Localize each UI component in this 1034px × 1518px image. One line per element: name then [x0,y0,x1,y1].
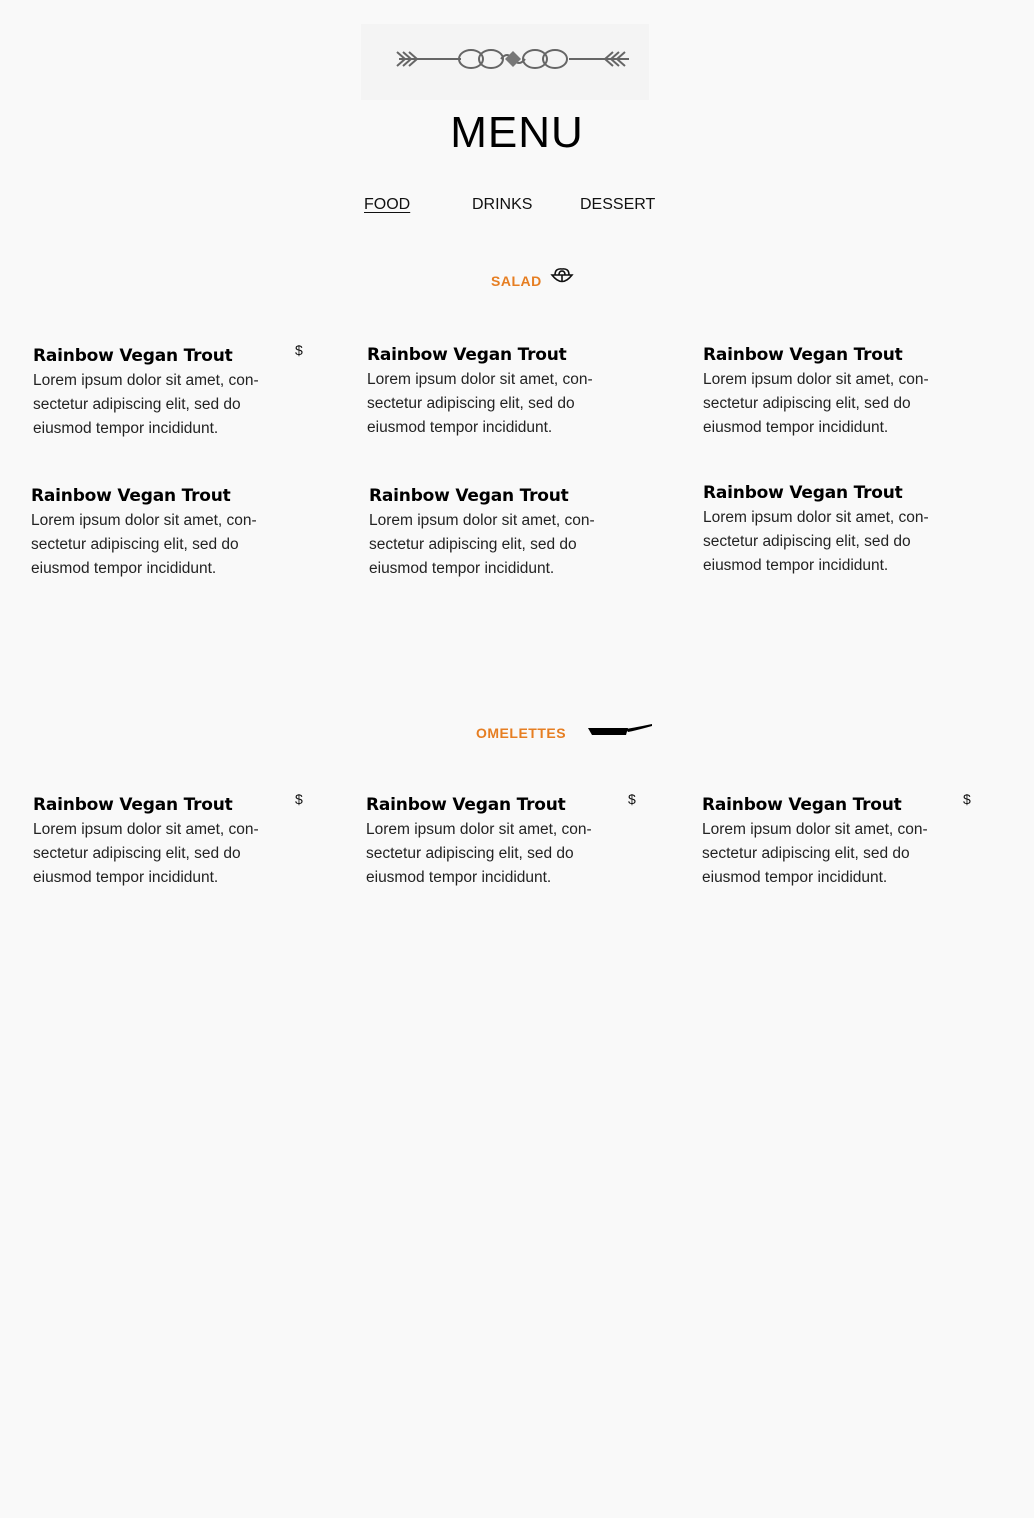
menu-item[interactable] [33,345,293,441]
item-description: Lorem ipsum dolor sit amet, con- sectetur adipiscing elit, sed do eiusmod tempor incididunt. [702,821,928,886]
menu-item[interactable] [33,794,293,890]
arrow-ornament-icon [361,24,649,100]
item-name: Rainbow Vegan Trout [367,345,567,365]
header-ornament [361,24,649,100]
page-title: MENU [450,108,584,157]
item-description: Lorem ipsum dolor sit amet, con- sectetur adipiscing elit, sed do eiusmod tempor incididunt. [703,509,929,574]
item-description: Lorem ipsum dolor sit amet, con- sectetur adipiscing elit, sed do eiusmod tempor incididunt. [31,512,257,577]
item-description: Lorem ipsum dolor sit amet, con- sectetur adipiscing elit, sed do eiusmod tempor incididunt. [703,371,929,436]
item-description: Lorem ipsum dolor sit amet, con- sectetur adipiscing elit, sed do eiusmod tempor incididunt. [366,821,592,886]
menu-item[interactable] [367,344,627,440]
item-name: Rainbow Vegan Trout [369,486,569,506]
item-name: Rainbow Vegan Trout [702,795,902,815]
item-name: Rainbow Vegan Trout [33,795,233,815]
menu-item[interactable] [703,482,963,578]
menu-item[interactable] [366,794,626,890]
item-description: Lorem ipsum dolor sit amet, con- sectetur adipiscing elit, sed do eiusmod tempor incididunt. [369,512,595,577]
item-price: $ [628,791,636,807]
item-price: $ [295,342,303,358]
item-description: Lorem ipsum dolor sit amet, con- sectetur adipiscing elit, sed do eiusmod tempor incididunt. [33,372,259,437]
item-name: Rainbow Vegan Trout [703,345,903,365]
item-name: Rainbow Vegan Trout [31,486,231,506]
tab-dessert[interactable]: DESSERT [580,196,656,213]
menu-item[interactable] [702,794,962,890]
menu-item[interactable] [703,344,963,440]
menu-item[interactable] [369,485,629,581]
item-description: Lorem ipsum dolor sit amet, con- sectetur adipiscing elit, sed do eiusmod tempor incididunt. [367,371,593,436]
menu-item[interactable] [31,485,291,581]
section-title-omelettes: OMELETTES [476,725,567,741]
item-price: $ [295,791,303,807]
section-title-salad: SALAD [491,273,542,289]
tab-drinks[interactable]: DRINKS [472,196,533,213]
item-name: Rainbow Vegan Trout [703,483,903,503]
frying-pan-icon [586,720,654,740]
item-name: Rainbow Vegan Trout [33,346,233,366]
item-price: $ [963,791,971,807]
tab-food[interactable]: FOOD [364,196,411,213]
item-description: Lorem ipsum dolor sit amet, con- sectetur adipiscing elit, sed do eiusmod tempor incididunt. [33,821,259,886]
salad-bowl-icon [550,266,574,288]
item-name: Rainbow Vegan Trout [366,795,566,815]
